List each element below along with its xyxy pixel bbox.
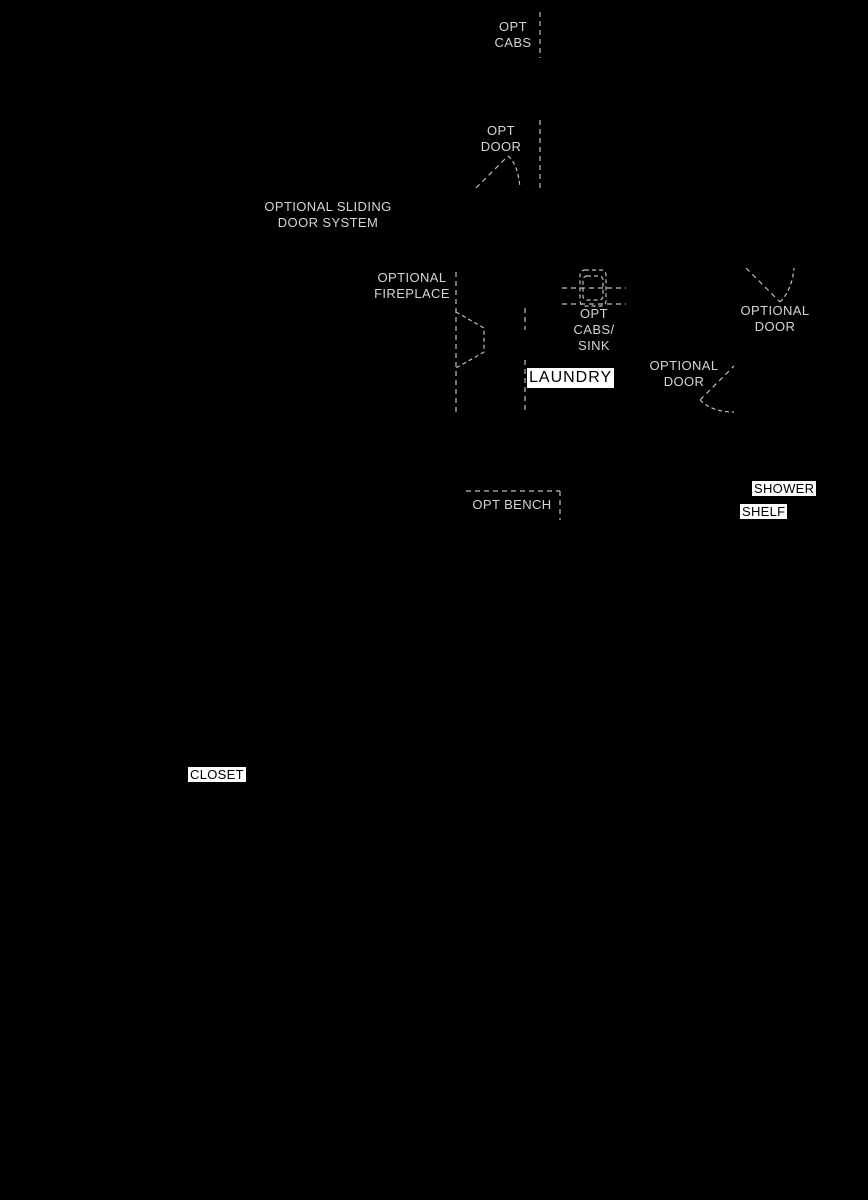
opt-door-label [476, 123, 526, 155]
optional-door-right-label [736, 303, 814, 335]
opt-door-swing-arc [508, 156, 520, 188]
room-tag-closet: CLOSET [190, 767, 244, 782]
optional-door-mid-line1: OPTIONAL [649, 358, 719, 373]
opt-bench-label [464, 497, 560, 513]
optional-door-mid-line2: DOOR [663, 374, 705, 389]
opt-cabs-sink-line1: OPT [580, 306, 608, 321]
opt-cabs-top-line1: OPT [499, 19, 527, 34]
optional-fireplace-line1: OPTIONAL [377, 270, 447, 285]
opt-door-leaf [476, 156, 508, 188]
opt-door-line2: DOOR [480, 139, 522, 154]
optional-fireplace-label [368, 270, 456, 302]
optional-door-right-leaf [746, 268, 780, 302]
optional-sliding-label [253, 199, 403, 231]
fireplace-outline [456, 312, 484, 368]
opt-bench-text: OPT BENCH [472, 497, 552, 512]
optional-fireplace-line2: FIREPLACE [374, 286, 450, 301]
optional-sliding-line2: DOOR SYSTEM [277, 215, 379, 230]
optional-door-mid-label [645, 358, 723, 390]
opt-cabs-top-line2: CABS [494, 35, 532, 50]
opt-cabs-top-label [488, 19, 538, 51]
opt-cabs-sink-label [564, 306, 624, 354]
opt-cabs-sink-line2: CABS/ [573, 322, 615, 337]
optional-door-right-line2: DOOR [754, 319, 796, 334]
optional-door-right-line1: OPTIONAL [740, 303, 810, 318]
optional-door-mid-arc [700, 400, 734, 412]
opt-cabs-sink-line3: SINK [578, 338, 610, 353]
room-tag-shelf: SHELF [742, 504, 786, 519]
room-tag-shower: SHOWER [754, 481, 815, 496]
room-tag-laundry: LAUNDRY [529, 369, 613, 386]
opt-door-line1: OPT [487, 123, 515, 138]
optional-sliding-line1: OPTIONAL SLIDING [264, 199, 392, 214]
optional-door-right-arc [780, 268, 794, 302]
